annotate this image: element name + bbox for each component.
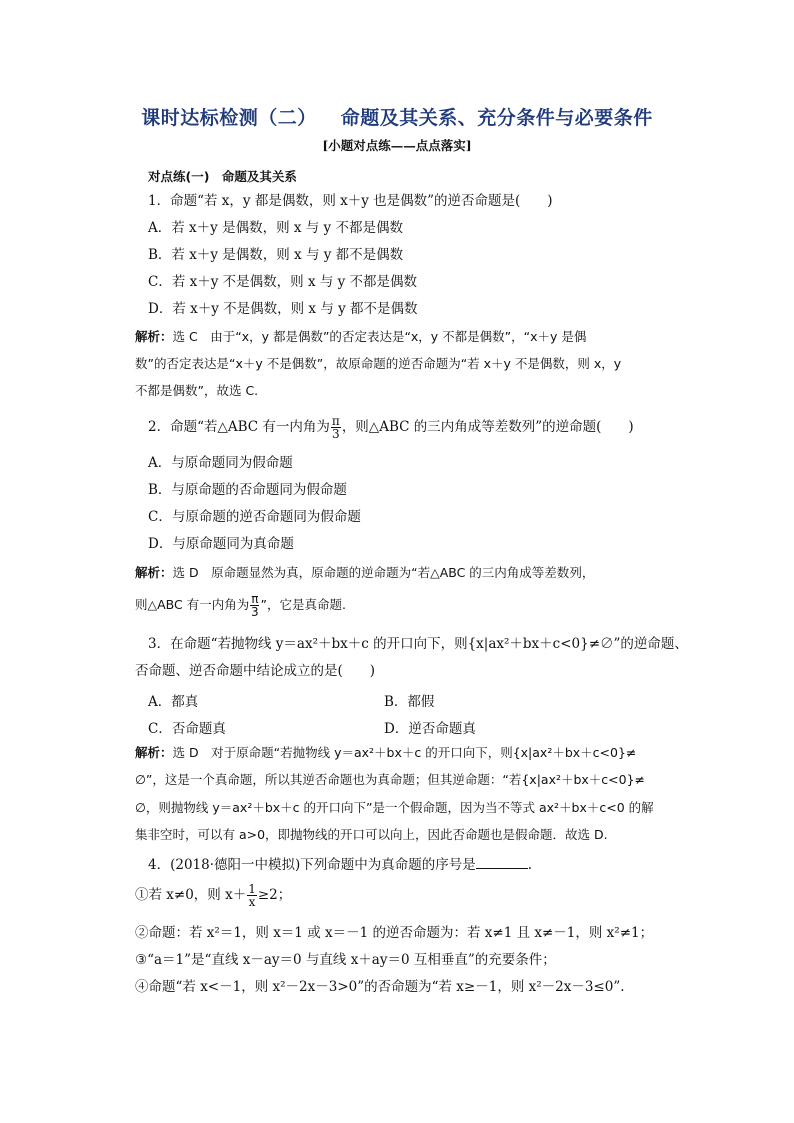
q2-option-d: D．与原命题同为真命题 — [148, 536, 294, 552]
q4-item-1: ①若 x≠0，则 x＋ $\frac{1}{x}$ ≥2； — [135, 882, 292, 909]
q1-option-d: D．若 x＋y 不是偶数，则 x 与 y 都不是偶数 — [148, 301, 418, 317]
q3-option-c: C．否命题真 — [148, 721, 226, 737]
q1-solution-line-1: 解析：选 C 由于“x，y 都是偶数”的否定表达是“x，y 不都是偶数”，“x＋y 是偶 — [135, 329, 587, 344]
q1-solution-line-3: 不都是偶数”，故选 C. — [135, 383, 259, 398]
fraction-1-over-x: $\frac{1}{x}$ — [248, 882, 256, 909]
title-right: 命题及其关系、充分条件与必要条件 — [340, 107, 653, 129]
fraction-pi-over-3: $\frac{\pi}{3}$ — [251, 592, 259, 619]
subtitle: [小题对点练——点点落实] — [322, 138, 472, 153]
q3-solution-line-1: 解析：选 D 对于原命题“若抛物线 y＝ax²＋bx＋c 的开口向下，则{x|ax²＋bx＋c<0}≠ — [135, 745, 637, 760]
q2-stem: 2．命题“若△ABC 有一内角为 $\frac{\pi}{3}$ ，则△ABC 的三内角成等差数列”的逆命题( ) — [148, 414, 634, 441]
q3-solution-line-2: ∅”，这是一个真命题，所以其逆否命题也为真命题；但其逆命题：“若{x|ax²＋bx＋c<0}≠ — [135, 772, 646, 787]
q3-stem-line-2: 否命题、逆否命题中结论成立的是( ) — [135, 663, 376, 679]
q3-solution-line-4: 集非空时，可以有 a>0，即抛物线的开口可以向上，因此否命题也是假命题．故选 D. — [135, 827, 608, 842]
q3-solution-line-3: ∅，则抛物线 y＝ax²＋bx＋c 的开口向下”是一个假命题，因为当不等式 ax²＋bx＋c<0 的解 — [135, 800, 654, 815]
q4-stem: 4．(2018·德阳一中模拟)下列命题中为真命题的序号是 . — [148, 857, 533, 873]
q1-stem: 1．命题“若 x，y 都是偶数，则 x＋y 也是偶数”的逆否命题是( ) — [148, 193, 553, 209]
q4-item-2: ②命题：若 x²＝1，则 x＝1 或 x＝－1 的逆否命题为：若 x≠1 且 x≠－1，则 x²≠1； — [135, 925, 654, 941]
answer-blank[interactable] — [476, 856, 528, 869]
q2-option-b: B．与原命题的否命题同为假命题 — [148, 482, 347, 498]
q2-option-c: C．与原命题的逆否命题同为假命题 — [148, 509, 361, 525]
q1-option-a: A．若 x＋y 是偶数，则 x 与 y 不都是偶数 — [148, 220, 403, 236]
fraction-pi-over-3: $\frac{\pi}{3}$ — [331, 414, 340, 441]
title-left: 课时达标检测（二） — [141, 107, 317, 129]
q3-stem-line-1: 3．在命题“若抛物线 y＝ax²＋bx＋c 的开口向下，则{x|ax²＋bx＋c<0}≠∅”的逆命题、 — [148, 636, 688, 652]
q2-solution-line-1: 解析：选 D 原命题显然为真，原命题的逆命题为“若△ABC 的三内角成等差数列， — [135, 565, 595, 580]
q4-item-3: ③“a＝1”是“直线 x－ay＝0 与直线 x＋ay＝0 互相垂直”的充要条件； — [135, 952, 556, 968]
q4-item-4: ④命题“若 x<－1，则 x²－2x－3>0”的否命题为“若 x≥－1，则 x²－2x－3≤0”. — [135, 979, 625, 995]
q3-option-a: A．都真 — [148, 694, 199, 710]
q1-solution-label: 解析： — [135, 329, 173, 344]
page-title — [0, 103, 794, 130]
q1-solution-line-2: 数”的否定表达是“x＋y 不是偶数”，故原命题的逆否命题为“若 x＋y 不是偶数，则 x，y — [135, 356, 622, 371]
q3-option-d: D．逆否命题真 — [384, 721, 476, 737]
q1-option-c: C．若 x＋y 不是偶数，则 x 与 y 不都是偶数 — [148, 274, 418, 290]
q3-option-b: B．都假 — [384, 694, 435, 710]
section-heading: 对点练(一) 命题及其关系 — [148, 169, 297, 184]
q2-option-a: A．与原命题同为假命题 — [148, 455, 293, 471]
q1-option-b: B．若 x＋y 是偶数，则 x 与 y 都不是偶数 — [148, 247, 404, 263]
q2-solution-line-2: 则△ABC 有一内角为 $\frac{\pi}{3}$ ”，它是真命题. — [135, 592, 346, 619]
